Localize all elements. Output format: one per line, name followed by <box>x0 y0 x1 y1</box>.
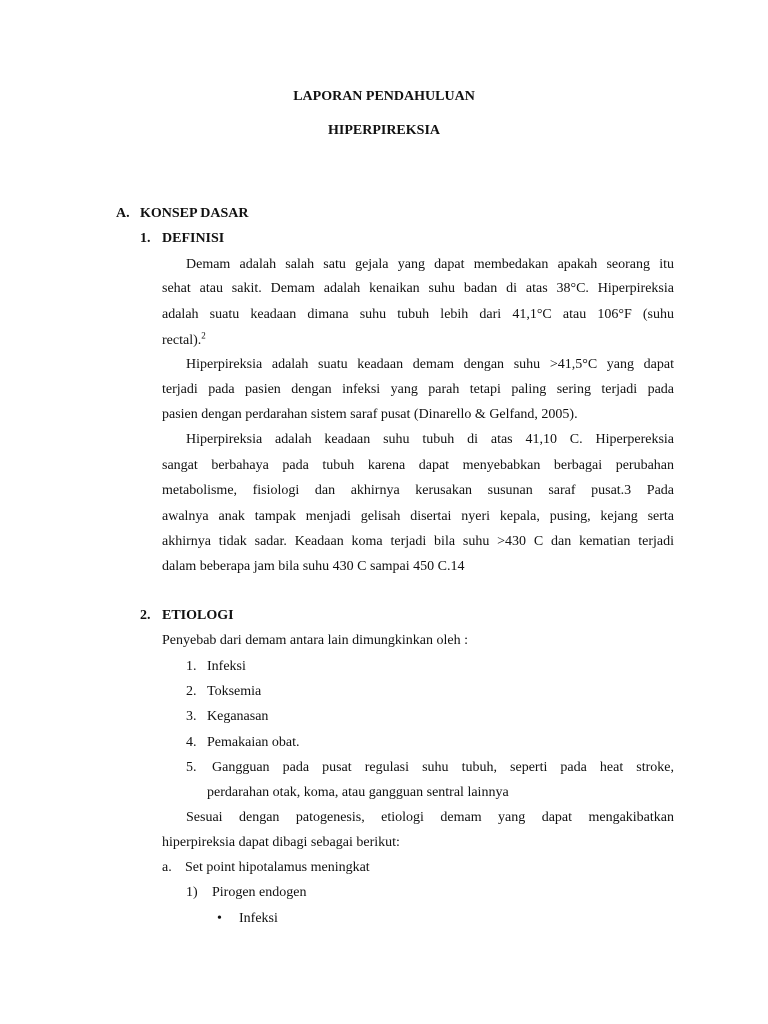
definisi-p3-line: akhirnya tidak sadar. Keadaan koma terjadi bila suhu >430 C dan kematian terjadi <box>162 534 674 549</box>
definisi-p1-text: rectal). <box>162 333 202 348</box>
etiologi-intro: Penyebab dari demam antara lain dimungkinkan oleh : <box>162 633 468 648</box>
list-item-number: 2. <box>186 684 197 699</box>
footnote-ref: 2 <box>201 330 206 341</box>
definisi-marker: 1. <box>140 231 151 246</box>
etiologi-marker: 2. <box>140 608 151 623</box>
list-item-number: 1. <box>186 659 197 674</box>
definisi-p1-line: Demam adalah salah satu gejala yang dapat membedakan apakah seorang itu <box>186 257 674 272</box>
list-item: Gangguan pada pusat regulasi suhu tubuh, seperti pada heat stroke, <box>212 760 674 775</box>
list-item-continuation: perdarahan otak, koma, atau gangguan sentral lainnya <box>207 785 509 800</box>
document-subtitle: HIPERPIREKSIA <box>327 123 441 138</box>
definisi-p3-line: sangat berbahaya pada tubuh karena dapat menyebabkan berbagai perubahan <box>162 458 674 473</box>
definisi-p3-line: Hiperpireksia adalah keadaan suhu tubuh di atas 41,10 C. Hiperpereksia <box>186 432 674 447</box>
definisi-p2-line: pasien dengan perdarahan sistem saraf pusat (Dinarello & Gelfand, 2005). <box>162 407 578 422</box>
sub-1-marker: 1) <box>186 885 198 900</box>
list-item: Pemakaian obat. <box>207 735 300 750</box>
definisi-p1-line: adalah suatu keadaan dimana suhu tubuh lebih dari 41,1°C atau 106°F (suhu <box>162 307 674 322</box>
definisi-p3-line: awalnya anak tampak menjadi gelisah disertai nyeri kepala, pusing, kejang serta <box>162 509 674 524</box>
list-item-number: 5. <box>186 760 197 775</box>
definisi-p1-line: sehat atau sakit. Demam adalah kenaikan suhu badan di atas 38°C. Hiperpireksia <box>162 281 674 296</box>
definisi-heading: DEFINISI <box>162 231 225 246</box>
definisi-p3-line: metabolisme, fisiologi dan akhirnya kerusakan susunan saraf pusat.3 Pada <box>162 483 674 498</box>
sub-a-text: Set point hipotalamus meningkat <box>185 860 370 875</box>
list-item: Toksemia <box>207 684 262 699</box>
list-item: Infeksi <box>207 659 246 674</box>
sub-1-text: Pirogen endogen <box>212 885 307 900</box>
document-title: LAPORAN PENDAHULUAN <box>293 89 475 104</box>
list-item-number: 4. <box>186 735 197 750</box>
definisi-p2-line: Hiperpireksia adalah suatu keadaan demam dengan suhu >41,5°C yang dapat <box>186 357 674 372</box>
definisi-p3-line: dalam beberapa jam bila suhu 430 C sampai 450 C.14 <box>162 559 465 574</box>
etiologi-paragraph-line: hiperpireksia dapat dibagi sebagai berikut: <box>162 835 400 850</box>
definisi-p2-line: terjadi pada pasien dengan infeksi yang parah tetapi paling sering terjadi pada <box>162 382 674 397</box>
section-a-heading: KONSEP DASAR <box>140 206 249 221</box>
sub-a-marker: a. <box>162 860 172 875</box>
etiologi-paragraph-line: Sesuai dengan patogenesis, etiologi demam yang dapat mengakibatkan <box>186 810 674 825</box>
bullet-item: Infeksi <box>239 911 278 926</box>
bullet-icon: • <box>217 911 222 926</box>
etiologi-heading: ETIOLOGI <box>162 608 234 623</box>
list-item: Keganasan <box>207 709 269 724</box>
section-a-marker: A. <box>116 206 130 221</box>
definisi-p1-last-line <box>162 332 206 350</box>
list-item-number: 3. <box>186 709 197 724</box>
